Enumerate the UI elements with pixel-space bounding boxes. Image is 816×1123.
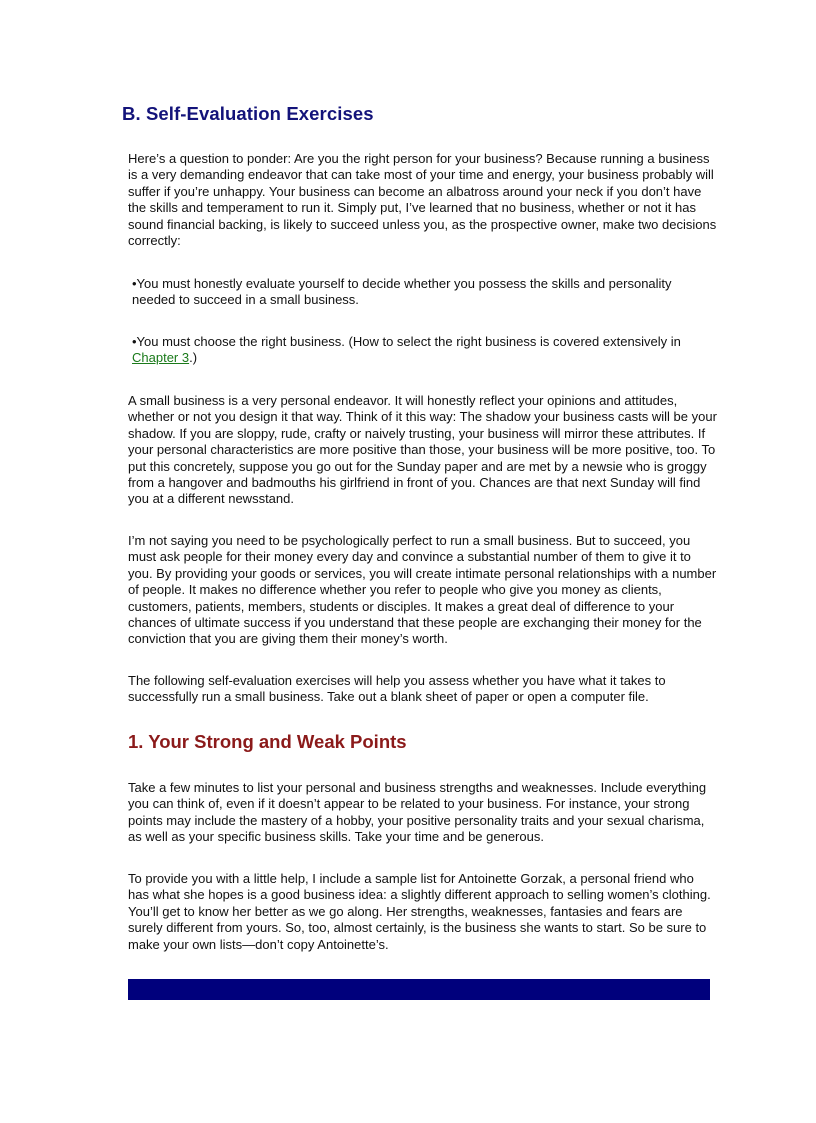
footer-divider-bar — [128, 979, 710, 1000]
chapter-3-link[interactable]: Chapter 3 — [132, 350, 190, 366]
paragraph-following-exercises: The following self-evaluation exercises will help you assess whether you have what it takes to successfully run a small business. Take out a blank sheet of paper or open a computer file. — [128, 673, 666, 705]
subsection-title: 1. Your Strong and Weak Points — [128, 731, 407, 752]
bullet-text-before-link: •You must choose the right business. (How to select the right business is covered extensively in — [132, 334, 681, 349]
section-title: B. Self-Evaluation Exercises — [122, 103, 374, 124]
paragraph-psychologically-perfect: I’m not saying you need to be psychologically perfect to run a small business. But to succeed, you must ask people for their money every day and convince a substantial number of them to give it to you. By providing your goods or services, you will create intimate personal relationships with a number of people. It makes no difference whether you refer to people who give you money as clients, customers, patients, members, students or disciples. It makes a great deal of difference to your chances of ultimate success if you understand that these people are exchanging their money for the conviction that you are giving them their money’s worth. — [128, 533, 717, 647]
intro-paragraph: Here’s a question to ponder: Are you the right person for your business? Because running a business is a very demanding endeavor that can take most of your time and energy, your business probably will suffer if you’re unhappy. Your business can become an albatross around your neck if you don’t have the skills and temperament to run it. Simply put, I’ve learned that no business, whether or not it has sound financial backing, is likely to succeed unless you, as the prospective owner, make two decisions correctly: — [128, 151, 717, 249]
paragraph-personal-endeavor: A small business is a very personal endeavor. It will honestly reflect your opinions and attitudes, whether or not you design it that way. Think of it this way: The shadow your business casts will be your shadow. If you are sloppy, rude, crafty or naively trusting, your business will mirror these attributes. If your personal characteristics are more positive than those, your business will be more positive, too. To put this concretely, suppose you go out for the Sunday paper and are met by a newsie who is groggy from a hangover and badmouths his girlfriend in front of you. Chances are that next Sunday will find you at a different newsstand. — [128, 393, 717, 507]
bullet-item-self-evaluate: •You must honestly evaluate yourself to decide whether you possess the skills and personality needed to succeed in a small business. — [132, 276, 672, 308]
bullet-item-choose-business — [132, 334, 712, 367]
paragraph-antoinette-sample: To provide you with a little help, I include a sample list for Antoinette Gorzak, a personal friend who has what she hopes is a good business idea: a slightly different approach to selling women’s clothing. You’ll get to know her better as we go along. Her strengths, weaknesses, fantasies and fears are surely different from yours. So, too, almost certainly, is the business she wants to start. So be sure to make your own lists—don’t copy Antoinette’s. — [128, 871, 711, 952]
paragraph-strengths-weaknesses: Take a few minutes to list your personal and business strengths and weaknesses. Include everything you can think of, even if it doesn’t appear to be related to your business. For instance, your strong points may include the mastery of a hobby, your positive personality traits and your sexual charisma, as well as your specific business skills. Take your time and be generous. — [128, 780, 707, 845]
bullet-text-after-link: .) — [189, 350, 198, 366]
